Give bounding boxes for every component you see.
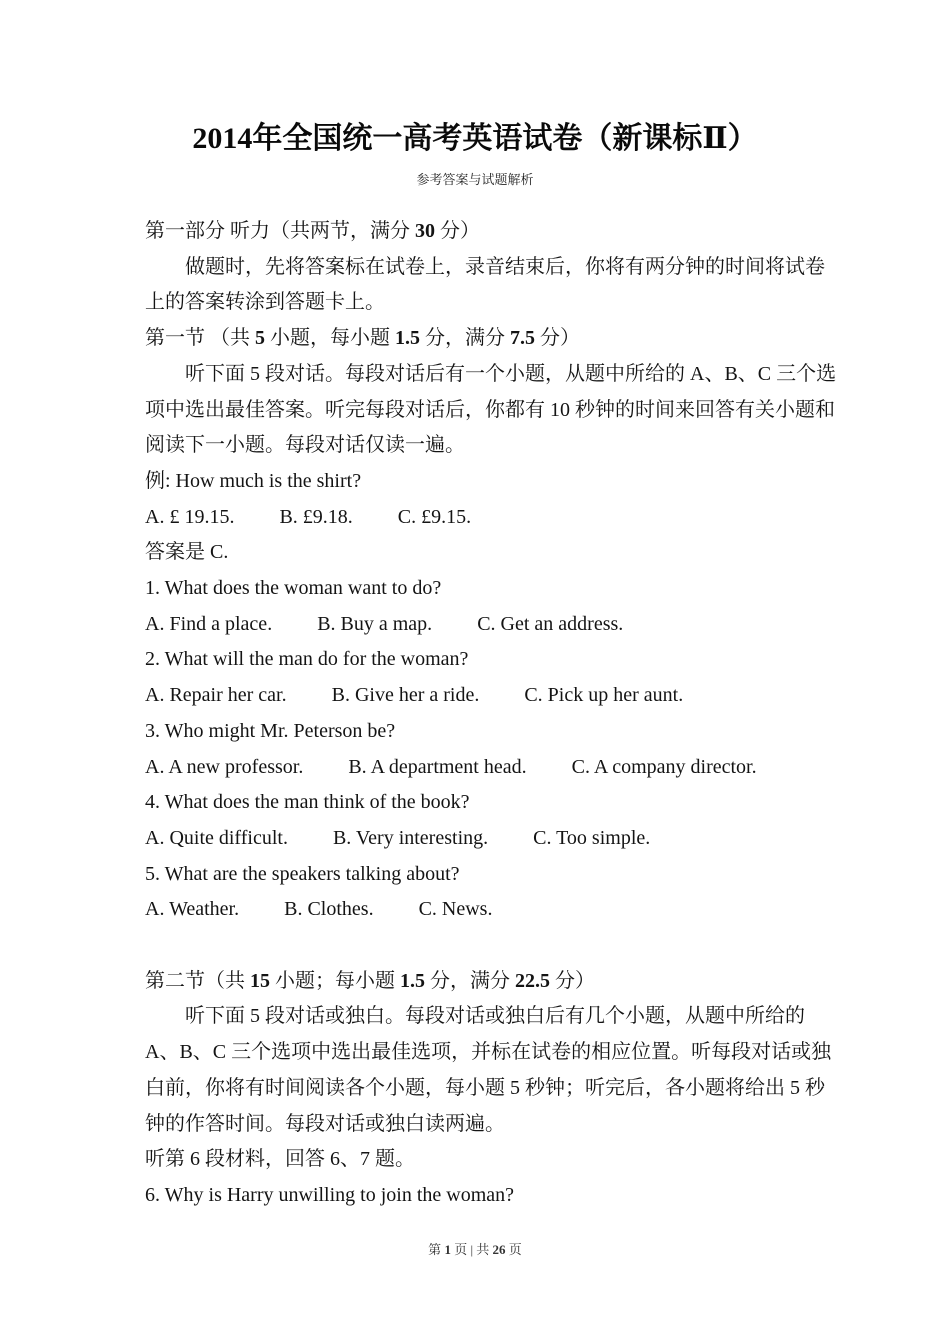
text-run: 第二节（共 bbox=[145, 969, 250, 992]
document-body bbox=[0, 190, 950, 1214]
option-row bbox=[145, 678, 850, 714]
doc-line bbox=[145, 250, 850, 286]
text-run: 5. What are the speakers talking about? bbox=[145, 862, 460, 885]
text-run: 听下面 5 段对话或独白。每段对话或独白后有几个小题，从题中所给的 bbox=[185, 1005, 805, 1028]
text-run: 分，满分 bbox=[425, 969, 515, 992]
text-run: 22.5 bbox=[515, 969, 550, 992]
text-run: 钟的作答时间。每段对话或独白读两遍。 bbox=[145, 1112, 505, 1135]
page-title: 2014年全国统一高考英语试卷（新课标Ⅱ） bbox=[192, 122, 758, 155]
option-text: C. Pick up her aunt. bbox=[524, 684, 684, 707]
text-run: 1.5 bbox=[400, 969, 425, 992]
doc-line bbox=[145, 1071, 850, 1107]
footer-label: 第 bbox=[428, 1241, 445, 1257]
text-run: 听下面 5 段对话。每段对话后有一个小题，从题中所给的 A、B、C 三个选 bbox=[185, 362, 837, 385]
text-run: 2. What will the man do for the woman? bbox=[145, 648, 469, 671]
option-text: C. A company director. bbox=[571, 755, 757, 778]
doc-line bbox=[145, 285, 850, 321]
doc-line bbox=[145, 428, 850, 464]
doc-line bbox=[145, 1035, 850, 1071]
option-row bbox=[145, 750, 850, 786]
option-text: C. Get an address. bbox=[477, 612, 624, 635]
text-run: 6. Why is Harry unwilling to join the woman? bbox=[145, 1183, 515, 1206]
text-run: 阅读下一小题。每段对话仅读一遍。 bbox=[145, 434, 465, 457]
text-run: 3. Who might Mr. Peterson be? bbox=[145, 719, 396, 742]
option-text: A. Quite difficult. bbox=[145, 826, 288, 849]
doc-line bbox=[145, 857, 850, 893]
text-run: 答案是 C. bbox=[145, 541, 229, 564]
text-run: 做题时，先将答案标在试卷上，录音结束后，你将有两分钟的时间将试卷 bbox=[185, 255, 825, 278]
option-text: B. Buy a map. bbox=[317, 612, 433, 635]
text-run: 分） bbox=[535, 327, 580, 350]
option-row bbox=[145, 892, 850, 928]
text-run: 1. What does the woman want to do? bbox=[145, 577, 442, 600]
text-run: 小题，每小题 bbox=[265, 327, 395, 350]
option-text: A. Weather. bbox=[145, 898, 240, 921]
text-run: 4. What does the man think of the book? bbox=[145, 791, 470, 814]
option-text: A. A new professor. bbox=[145, 755, 304, 778]
text-run: A、B、C 三个选项中选出最佳选项，并标在试卷的相应位置。听每段对话或独 bbox=[145, 1041, 832, 1064]
footer-label: 页 bbox=[505, 1241, 522, 1257]
doc-line bbox=[145, 1107, 850, 1143]
doc-line bbox=[145, 1142, 850, 1178]
doc-line bbox=[145, 393, 850, 429]
doc-line bbox=[145, 928, 850, 964]
text-run: 分） bbox=[550, 969, 595, 992]
text-run: 第一部分 听力（共两节，满分 bbox=[145, 220, 415, 242]
doc-line bbox=[145, 642, 850, 678]
text-run: 30 bbox=[415, 220, 435, 242]
option-text: A. Repair her car. bbox=[145, 684, 287, 707]
doc-line bbox=[145, 785, 850, 821]
text-run: 7.5 bbox=[510, 327, 535, 350]
option-text: B. Give her a ride. bbox=[331, 684, 480, 707]
doc-line bbox=[145, 464, 850, 500]
option-text: A. £ 19.15. bbox=[145, 505, 235, 528]
text-run: 5 bbox=[255, 327, 265, 350]
text-run: 分） bbox=[435, 220, 480, 242]
total-pages: 26 bbox=[492, 1241, 506, 1257]
text-run: 白前，你将有时间阅读各个小题，每小题 5 秒钟；听完后，各小题将给出 5 秒 bbox=[145, 1076, 825, 1099]
option-text: B. Clothes. bbox=[284, 898, 374, 921]
text-run: 项中选出最佳答案。听完每段对话后，你都有 10 秒钟的时间来回答有关小题和 bbox=[145, 398, 835, 421]
text-run: 分，满分 bbox=[420, 327, 510, 350]
option-text: A. Find a place. bbox=[145, 612, 273, 635]
doc-line bbox=[145, 571, 850, 607]
doc-line bbox=[145, 535, 850, 571]
doc-line bbox=[145, 714, 850, 750]
option-text: C. £9.15. bbox=[397, 505, 472, 528]
doc-line bbox=[145, 999, 850, 1035]
option-text: C. News. bbox=[418, 898, 493, 921]
option-row bbox=[145, 500, 850, 536]
text-run: 第一节 （共 bbox=[145, 327, 255, 350]
page-number: 1 bbox=[444, 1241, 451, 1257]
option-row bbox=[145, 607, 850, 643]
option-row bbox=[145, 821, 850, 857]
page-subtitle: 参考答案与试题解析 bbox=[416, 172, 534, 187]
text-run: 1.5 bbox=[395, 327, 420, 350]
footer-label: 页 | 共 bbox=[450, 1241, 493, 1257]
text-run: 上的答案转涂到答题卡上。 bbox=[145, 291, 385, 314]
text-run: 听第 6 段材料，回答 6、7 题。 bbox=[145, 1148, 415, 1171]
doc-line bbox=[145, 214, 850, 250]
page-footer bbox=[0, 1240, 950, 1260]
option-text: B. A department head. bbox=[348, 755, 527, 778]
text-run: 小题；每小题 bbox=[270, 969, 400, 992]
option-text: B. Very interesting. bbox=[332, 826, 489, 849]
option-text: B. £9.18. bbox=[279, 505, 353, 528]
doc-line bbox=[145, 964, 850, 1000]
doc-line bbox=[145, 321, 850, 357]
text-run: 例: How much is the shirt? bbox=[145, 469, 362, 492]
doc-line bbox=[145, 357, 850, 393]
option-text: C. Too simple. bbox=[533, 826, 651, 849]
text-run: 15 bbox=[250, 969, 270, 992]
doc-line bbox=[145, 1178, 850, 1214]
